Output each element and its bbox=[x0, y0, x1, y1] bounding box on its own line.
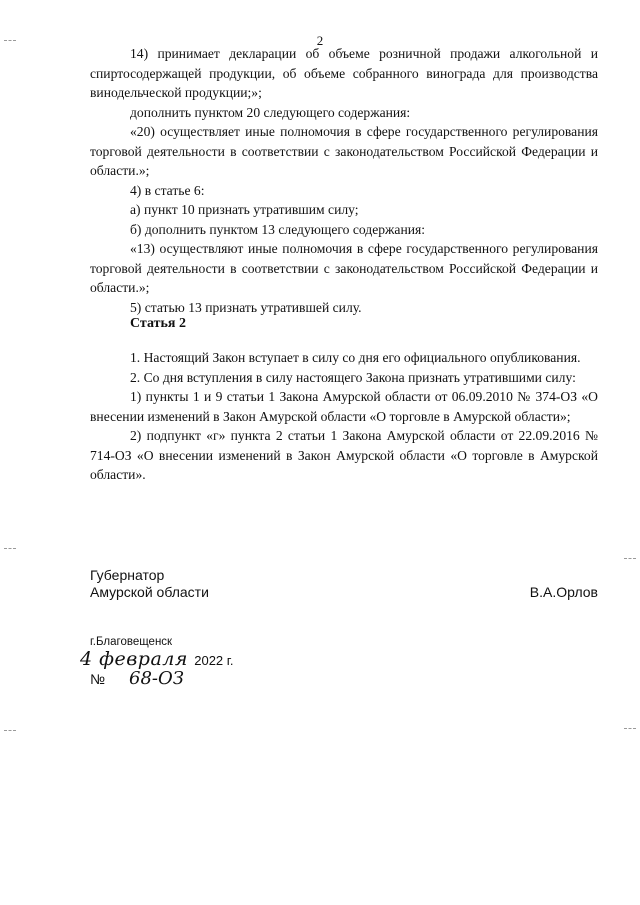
scan-edge-mark bbox=[624, 558, 636, 561]
handwritten-date: 4 февраля bbox=[80, 648, 188, 670]
paragraph: «13) осуществляют иные полномочия в сфере государственного регулирования торговой деятельности в соответствии с законодательством Российской Федерации и области.»; bbox=[90, 241, 598, 295]
signing-date bbox=[80, 648, 234, 670]
paragraph: 2. Со дня вступления в силу настоящего Закона признать утратившими силу: bbox=[130, 369, 576, 385]
article-2-body bbox=[90, 348, 598, 485]
signatory-name: В.А.Орлов bbox=[529, 584, 598, 600]
scan-edge-mark bbox=[4, 548, 16, 551]
paragraph: 14) принимает декларации об объеме розничной продажи алкогольной и спиртосодержащей продукции, об объеме собранного винограда для производства винодельческой продукции;»; bbox=[90, 46, 598, 100]
scan-edge-mark bbox=[624, 728, 636, 731]
signatory-title bbox=[90, 567, 209, 601]
paragraph: 1. Настоящий Закон вступает в силу со дня его официального опубликования. bbox=[130, 350, 581, 365]
signatory-title-line: Амурской области bbox=[90, 584, 209, 600]
paragraph: а) пункт 10 признать утратившим силу; bbox=[130, 202, 359, 217]
handwritten-law-number: 68-ОЗ bbox=[129, 668, 184, 689]
paragraph: «20) осуществляет иные полномочия в сфере государственного регулирования торговой деятельности в соответствии с законодательством Российской Федерации и области.»; bbox=[90, 124, 598, 178]
paragraph: дополнить пунктом 20 следующего содержания: bbox=[130, 104, 411, 120]
paragraph: 4) в статье 6: bbox=[130, 182, 205, 198]
paragraph: 1) пункты 1 и 9 статьи 1 Закона Амурской области от 06.09.2010 № 374-ОЗ «О внесении изменений в Закон Амурской области «О торговле в Амурской области»; bbox=[90, 389, 598, 424]
paragraph: 2) подпункт «г» пункта 2 статьи 1 Закона Амурской области от 22.09.2016 № 714-ОЗ «О внесении изменений в Закон Амурской области «О торговле в Амурской области». bbox=[90, 428, 598, 482]
article-2-heading: Статья 2 bbox=[130, 316, 186, 331]
article-1-continuation bbox=[90, 44, 598, 317]
paragraph: 5) статью 13 признать утратившей силу. bbox=[130, 299, 362, 315]
scan-edge-mark bbox=[4, 40, 16, 43]
paragraph: б) дополнить пунктом 13 следующего содержания: bbox=[130, 221, 426, 237]
signatory-title-line: Губернатор bbox=[90, 567, 165, 583]
page-number: 2 bbox=[316, 33, 324, 48]
place-of-signing: г.Благовещенск bbox=[90, 636, 173, 648]
scan-edge-mark bbox=[4, 730, 16, 733]
number-sign: № bbox=[90, 671, 106, 687]
law-number bbox=[90, 668, 184, 689]
date-year: 2022 г. bbox=[194, 653, 234, 668]
